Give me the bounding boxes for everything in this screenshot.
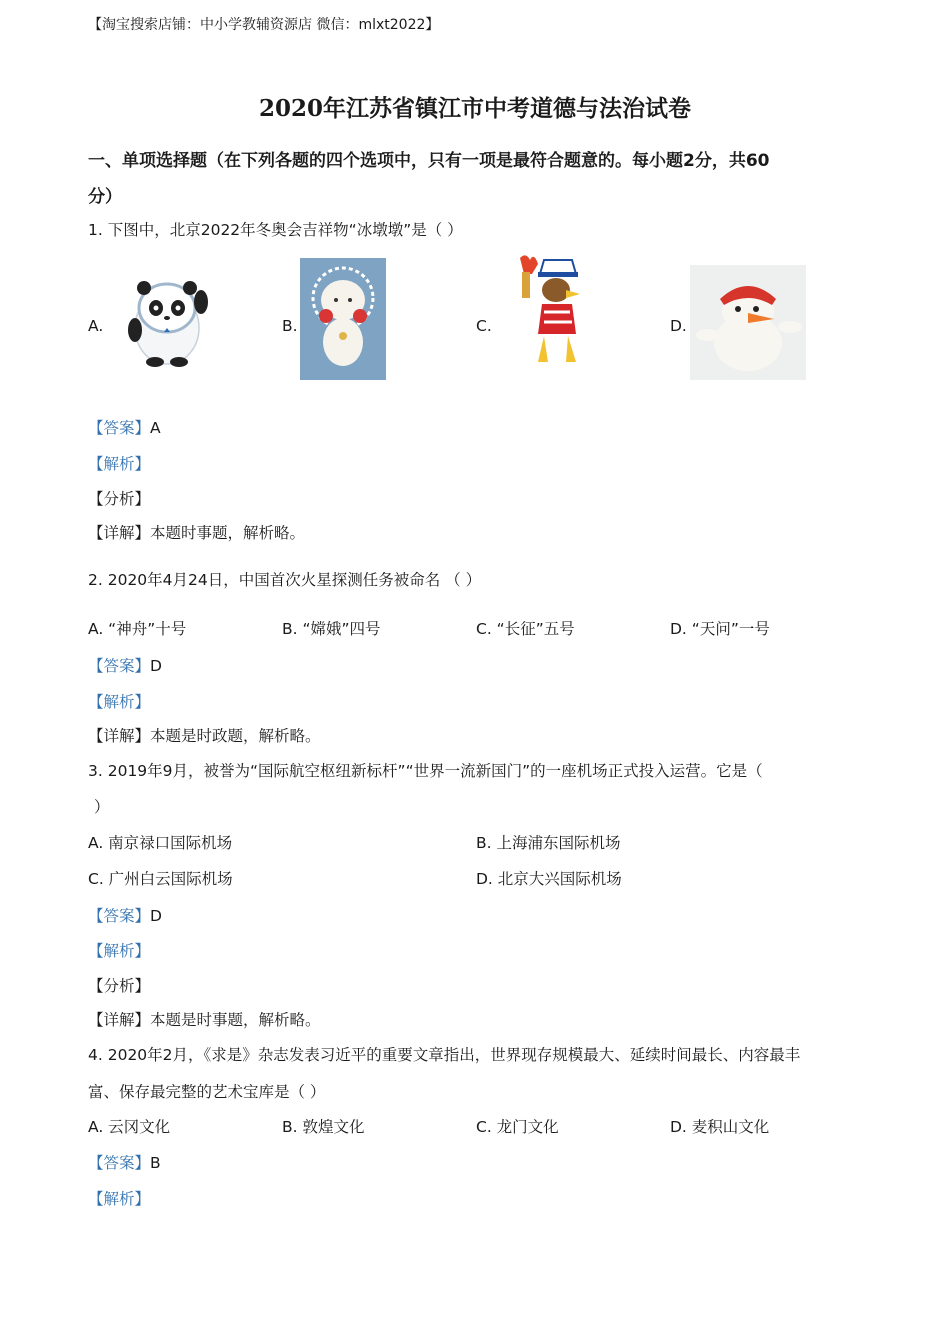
q1-option-c-image: [508, 252, 588, 370]
q2-analysis-tag: 【解析】: [88, 693, 151, 711]
q2-answer-value: D: [150, 657, 162, 675]
q4-stem-line2: 富、保存最完整的艺术宝库是（ ）: [88, 1083, 326, 1101]
detail-tag: 【详解】: [88, 727, 151, 745]
q2-option-a: A. “神舟”十号: [88, 620, 187, 638]
q3-answer: [88, 904, 162, 926]
q4-option-c: C. 龙门文化: [476, 1118, 559, 1136]
q3-detail: [88, 1008, 321, 1030]
page-title: 2020年江苏省镇江市中考道德与法治试卷: [258, 95, 691, 122]
section-heading-line1: 一、单项选择题（在下列各题的四个选项中，只有一项是最符合题意的。每小题2分，共60: [88, 151, 770, 171]
q1-answer: [88, 416, 161, 438]
q3-answer-value: D: [150, 907, 162, 925]
q1-option-d-label: D.: [670, 317, 687, 335]
q4-answer-value: B: [150, 1154, 161, 1172]
snowman-mascot-icon: [690, 265, 806, 380]
answer-tag: 【答案】: [88, 657, 151, 675]
q4-option-b: B. 敦煌文化: [282, 1118, 365, 1136]
answer-tag: 【答案】: [88, 1154, 151, 1172]
detail-tag: 【详解】: [88, 1011, 151, 1029]
q2-option-b: B. “嫦娥”四号: [282, 620, 381, 638]
q4-option-a: A. 云冈文化: [88, 1118, 171, 1136]
q1-option-a-label: A.: [88, 317, 104, 335]
q3-option-c: C. 广州白云国际机场: [88, 870, 233, 888]
q3-stem-line2: ）: [94, 798, 110, 816]
q2-option-c: C. “长征”五号: [476, 620, 575, 638]
q2-answer: [88, 654, 162, 676]
q3-fenxi-tag: 【分析】: [88, 977, 151, 995]
answer-tag: 【答案】: [88, 907, 151, 925]
q4-analysis-tag: 【解析】: [88, 1190, 151, 1208]
q1-fenxi-tag: 【分析】: [88, 490, 151, 508]
q1-answer-value: A: [150, 419, 161, 437]
q2-option-d: D. “天问”一号: [670, 620, 770, 638]
q1-option-a-image: [120, 268, 215, 368]
q4-option-d: D. 麦积山文化: [670, 1118, 770, 1136]
q2-stem: 2. 2020年4月24日，中国首次火星探测任务被命名 （ ）: [88, 571, 482, 589]
eagle-mascot-icon: [508, 252, 588, 370]
q1-detail-text: 本题时事题，解析略。: [150, 524, 306, 542]
q1-option-c-label: C.: [476, 317, 492, 335]
answer-tag: 【答案】: [88, 419, 151, 437]
q3-option-a: A. 南京禄口国际机场: [88, 834, 233, 852]
bing-dwen-dwen-icon: [120, 268, 215, 368]
q1-detail: [88, 521, 305, 543]
section-heading-line2: 分）: [88, 187, 122, 207]
q3-option-b: B. 上海浦东国际机场: [476, 834, 621, 852]
detail-tag: 【详解】: [88, 524, 151, 542]
q1-stem: 1. 下图中，北京2022年冬奥会吉祥物“冰墩墩”是（ ）: [88, 221, 463, 239]
q4-answer: [88, 1151, 161, 1173]
q3-stem-line1: 3. 2019年9月，被誉为“国际航空枢纽新标杆”“世界一流新国门”的一座机场正式投入运营。它是（: [88, 762, 763, 780]
q2-detail: [88, 724, 321, 746]
q4-stem-line1: 4. 2020年2月，《求是》杂志发表习近平的重要文章指出，世界现存规模最大、延续时间最长、内容最丰: [88, 1046, 801, 1064]
q2-detail-text: 本题是时政题，解析略。: [150, 727, 321, 745]
q1-option-b-label: B.: [282, 317, 298, 335]
q3-detail-text: 本题是时事题，解析略。: [150, 1011, 321, 1029]
q1-option-b-image: [300, 258, 386, 380]
q1-analysis-tag: 【解析】: [88, 455, 151, 473]
header-note: 【淘宝搜索店铺：中小学教辅资源店 微信：mlxt2022】: [88, 17, 440, 33]
q1-option-d-image: [690, 265, 806, 380]
q3-analysis-tag: 【解析】: [88, 942, 151, 960]
snow-mascot-icon: [300, 258, 386, 380]
q3-option-d: D. 北京大兴国际机场: [476, 870, 622, 888]
